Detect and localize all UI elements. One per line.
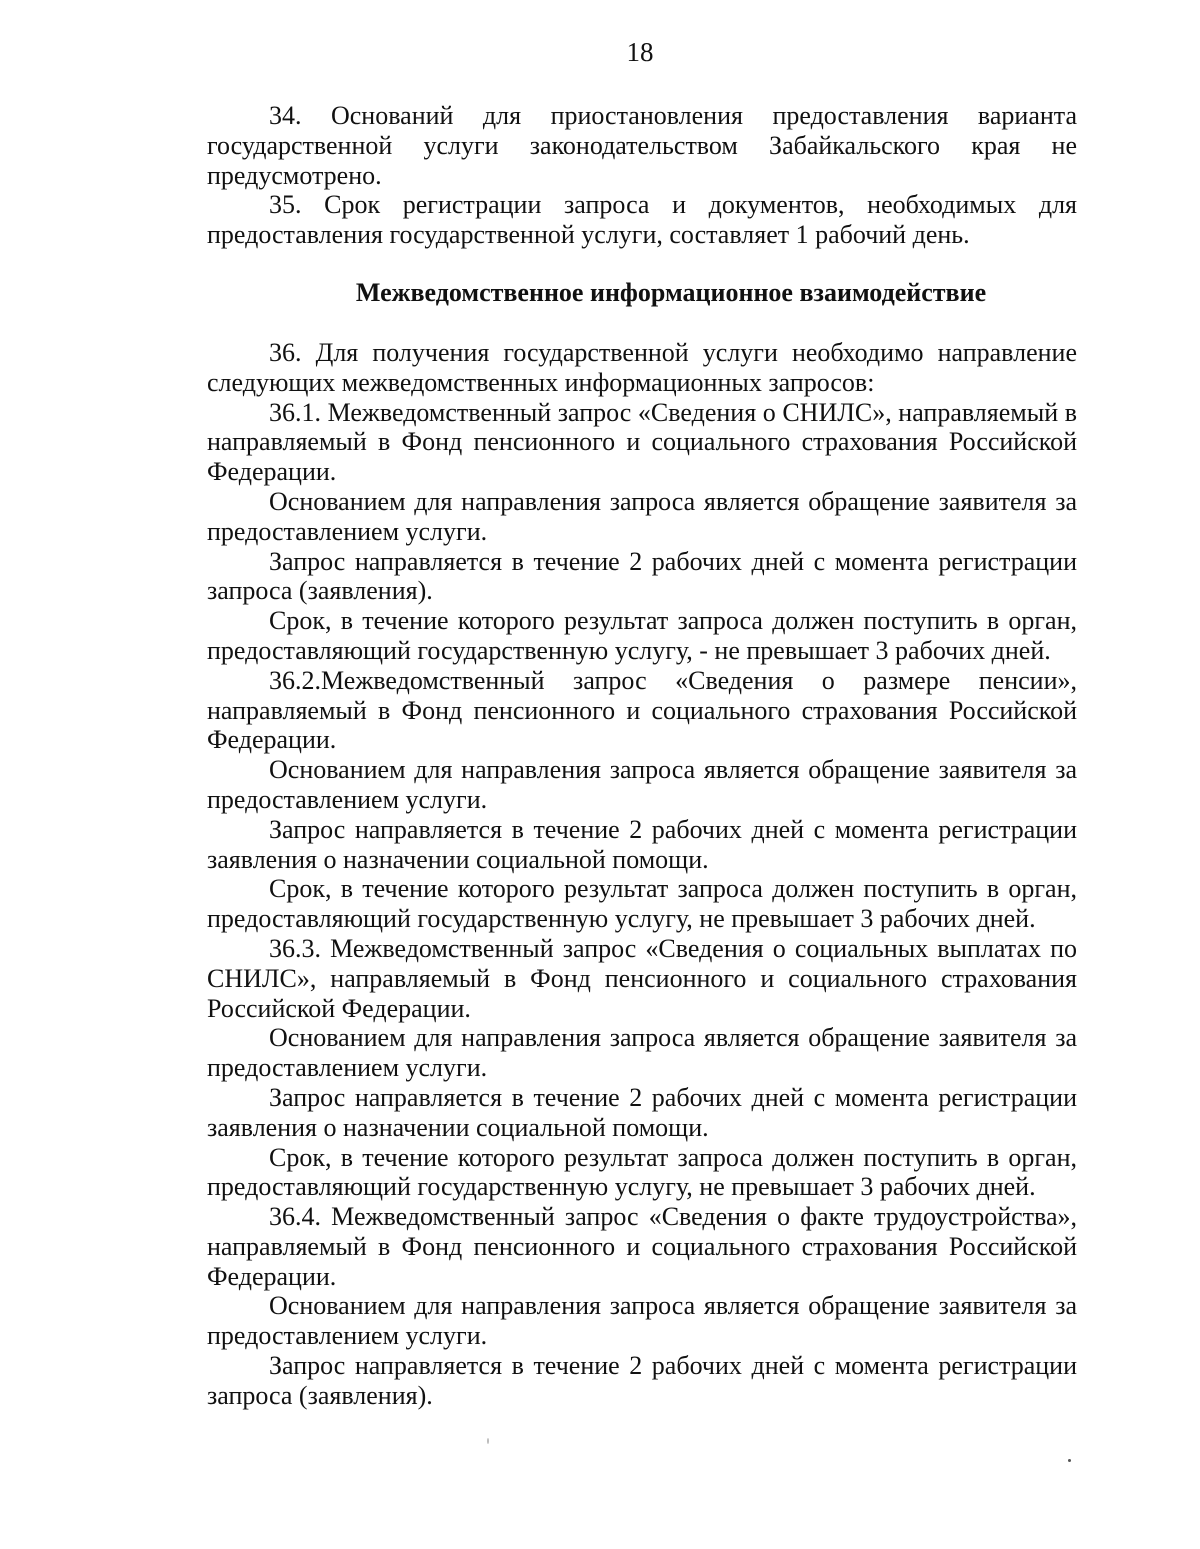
- paragraph-36-2-result-term: Срок, в течение которого результат запроса должен поступить в орган, предоставляющий государственную услугу, не превышает 3 рабочих дней.: [207, 874, 1077, 934]
- paragraph-36-1-send-term: Запрос направляется в течение 2 рабочих дней с момента регистрации запроса (заявления).: [207, 546, 1077, 606]
- section-heading: Межведомственное информационное взаимодействие: [355, 277, 987, 307]
- document-body: [207, 101, 1077, 1411]
- paragraph-36-2-basis: Основанием для направления запроса является обращение заявителя за предоставлением услуги.: [207, 755, 1077, 814]
- paragraph-36-2: 36.2.Межведомственный запрос «Сведения о размере пенсии», направляемый в Фонд пенсионного и социального страхования Российской Федерации.: [207, 665, 1077, 755]
- paragraph-36-3: 36.3. Межведомственный запрос «Сведения о социальных выплатах по СНИЛС», направляемый в Фонд пенсионного и социального страхования Российской Федерации.: [207, 933, 1077, 1023]
- paragraph-36-4-basis: Основанием для направления запроса является обращение заявителя за предоставлением услуги.: [207, 1291, 1077, 1351]
- paragraph-36-1-basis: Основанием для направления запроса является обращение заявителя за предоставлением услуги.: [207, 486, 1077, 546]
- paragraph-36-3-result-term: Срок, в течение которого результат запроса должен поступить в орган, предоставляющий государственную услугу, не превышает 3 рабочих дней.: [207, 1142, 1077, 1202]
- paragraph-36: 36. Для получения государственной услуги необходимо направление следующих межведомственных информационных запросов:: [207, 337, 1077, 397]
- scan-speck: [487, 1438, 489, 1444]
- paragraph-36-4: 36.4. Межведомственный запрос «Сведения о факте трудоустройства», направляемый в Фонд пенсионного и социального страхования Российской Федерации.: [207, 1202, 1077, 1291]
- paragraph-34: 34. Оснований для приостановления предоставления варианта государственной услуги законодательством Забайкальского края не предусмотрено.: [207, 101, 1077, 190]
- paragraph-36-3-basis: Основанием для направления запроса является обращение заявителя за предоставлением услуги.: [207, 1023, 1077, 1083]
- page-number: 18: [626, 37, 654, 67]
- scan-speck: [1068, 1459, 1071, 1462]
- paragraph-36-1: 36.1. Межведомственный запрос «Сведения о СНИЛС», направляемый в направляемый в Фонд пенсионного и социального страхования Российской Федерации.: [207, 397, 1077, 487]
- paragraph-36-2-send-term: Запрос направляется в течение 2 рабочих дней с момента регистрации заявления о назначении социальной помощи.: [207, 814, 1077, 874]
- paragraph-36-1-result-term: Срок, в течение которого результат запроса должен поступить в орган, предоставляющий государственную услугу, - не превышает 3 рабочих дней.: [207, 606, 1077, 665]
- paragraph-36-3-send-term: Запрос направляется в течение 2 рабочих дней с момента регистрации заявления о назначении социальной помощи.: [207, 1082, 1077, 1142]
- paragraph-36-4-send-term: Запрос направляется в течение 2 рабочих дней с момента регистрации запроса (заявления).: [207, 1351, 1077, 1410]
- paragraph-35: 35. Срок регистрации запроса и документов, необходимых для предоставления государственной услуги, составляет 1 рабочий день.: [207, 190, 1077, 250]
